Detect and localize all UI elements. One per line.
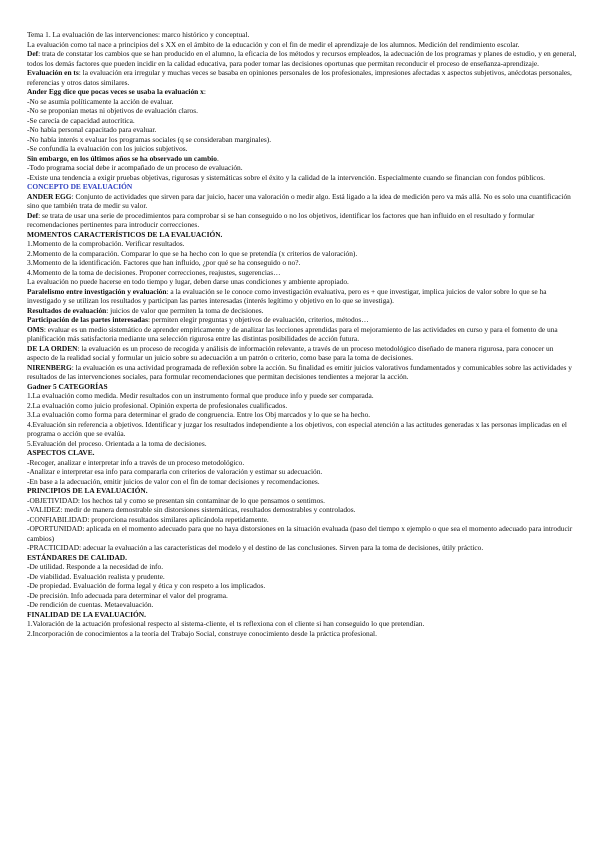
- text-line: [27, 496, 577, 506]
- text-line: [27, 258, 577, 268]
- text-line: [27, 543, 577, 553]
- line-text: -No había personal capacitado para evaluar.: [27, 125, 157, 134]
- text-line: [27, 268, 577, 278]
- bold-lead: Resultados de evaluación: [27, 305, 107, 315]
- text-line: [27, 505, 577, 515]
- text-line: [27, 49, 577, 68]
- text-line: [27, 125, 577, 135]
- line-text: : juicios de valor que permiten la toma de decisiones.: [106, 305, 264, 315]
- line-text: 1.Momento de la comprobación. Verificar resultados.: [27, 239, 185, 248]
- text-line: [27, 87, 577, 97]
- text-line: [27, 344, 577, 363]
- line-text: 4.Evaluación sin referencia a objetivos. Identificar y juzgar los resultados independiente a los objetivos, con especial atención a las actitudes generadas x las personas implicadas en el programa o acción que se evalúa.: [27, 419, 567, 438]
- line-text: : permiten elegir preguntas y objetivos de evaluación, criterios, métodos…: [147, 315, 369, 324]
- text-line: [27, 192, 577, 211]
- bold-lead: Evaluación en ts: [27, 68, 79, 77]
- text-line: [27, 30, 577, 40]
- bold-lead: NIRENBERG: [27, 362, 72, 372]
- text-line: [27, 401, 577, 411]
- text-line: [27, 182, 577, 192]
- text-line: [27, 68, 577, 87]
- line-text: -OPORTUNIDAD: aplicada en el momento adecuado para que no haya distorsiones en la situación evaluada (paso del tiempo x ejemplo o que sea el momento adecuado para introducir cambios): [27, 524, 573, 543]
- bold-lead: OMS: [27, 324, 44, 334]
- text-line: [27, 619, 577, 629]
- line-text: -Existe una tendencia a exigir pruebas objetivas, rigurosas y sistemáticas sobre el éxito y la calidad de la intervención. Especialmente cuando se financian con fondos públicos.: [27, 172, 545, 182]
- text-line: [27, 154, 577, 164]
- line-text: -De utilidad. Responde a la necesidad de info.: [27, 562, 164, 571]
- text-line: [27, 163, 577, 173]
- line-text: -No se asumía políticamente la acción de evaluar.: [27, 96, 174, 106]
- bold-lead: Gadner 5 CATEGORÍAS: [27, 381, 108, 391]
- bold-lead: Def: [27, 210, 39, 220]
- line-text: -De rendición de cuentas. Metaevaluación.: [27, 600, 154, 609]
- text-line: [27, 524, 577, 543]
- bold-lead: DE LA ORDEN: [27, 343, 78, 353]
- text-line: [27, 420, 577, 439]
- line-text: -De precisión. Info adecuada para determinar el valor del programa.: [27, 590, 228, 600]
- line-text: : la evaluación es una actividad programada de reflexión sobre la acción. Su finalidad es emitir juicios valorativos fundamentados y comunicables sobre las actividades y resultados de las intervenciones sociales, para formular recomendaciones que permitan decisiones tendientes a mejorar la acción.: [27, 362, 572, 381]
- text-line: [27, 572, 577, 582]
- text-line: [27, 249, 577, 259]
- text-line: [27, 553, 577, 563]
- bold-lead: Ander Egg dice que pocas veces se usaba la evaluación x: [27, 87, 204, 96]
- text-line: [27, 40, 577, 50]
- bold-lead: Def: [27, 49, 39, 58]
- text-line: [27, 97, 577, 107]
- line-text: 2.La evaluación como juicio profesional. Opinión experta de profesionales cualificados.: [27, 400, 288, 410]
- text-line: [27, 211, 577, 230]
- line-text: :: [203, 87, 206, 96]
- line-text: CONCEPTO DE EVALUACIÓN: [27, 182, 133, 191]
- bold-lead: Participación de las partes interesadas: [27, 315, 148, 324]
- bold-lead: ANDER EGG: [27, 191, 72, 201]
- line-text: -No se proponían metas ni objetivos de evaluación claros.: [27, 106, 198, 115]
- text-line: [27, 106, 577, 116]
- text-line: [27, 610, 577, 620]
- bold-lead: Paralelismo entre investigación y evaluación: [27, 286, 167, 296]
- line-text: -Todo programa social debe ir acompañado de un proceso de evaluación.: [27, 163, 243, 172]
- line-text: MOMENTOS CARACTERÍSTICOS DE LA EVALUACIÓN.: [27, 229, 223, 239]
- line-text: 3.La evaluación como forma para determinar el grado de congruencia. Entre los Obj marcados y lo que se ha hecho.: [27, 410, 371, 419]
- text-line: [27, 277, 577, 287]
- line-text: .: [216, 153, 219, 163]
- text-line: [27, 391, 577, 401]
- line-text: -Recoger, analizar e interpretar info a través de un proceso metodológico.: [27, 457, 245, 467]
- text-line: [27, 363, 577, 382]
- line-text: 4.Momento de la toma de decisiones. Proponer correcciones, reajustes, sugerencias…: [27, 267, 281, 277]
- text-line: [27, 439, 577, 449]
- line-text: 1.La evaluación como medida. Medir resultados con un instrumento formal que produce info y puede ser comparada.: [27, 391, 374, 400]
- line-text: 2.Incorporación de conocimientos a la teoría del Trabajo Social, construye conocimiento desde la práctica profesional.: [27, 628, 377, 638]
- text-line: [27, 477, 577, 487]
- text-line: [27, 325, 577, 344]
- text-line: [27, 562, 577, 572]
- text-line: [27, 467, 577, 477]
- line-text: -CONFIABILIDAD: proporciona resultados similares aplicándola repetidamente.: [27, 514, 269, 524]
- line-text: FINALIDAD DE LA EVALUACIÓN.: [27, 609, 146, 619]
- line-text: ESTÁNDARES DE CALIDAD.: [27, 552, 127, 562]
- line-text: -Se confundía la evaluación con los juicios subjetivos.: [27, 144, 188, 153]
- text-line: [27, 581, 577, 591]
- line-text: -Se carecía de capacidad autocrítica.: [27, 115, 135, 125]
- line-text: : a la evaluación se le conoce como investigación evaluativa, pero es + que investigar, implica juicios de valor sobre lo que se ha investigado y se utilizan los resultados y participan las partes interesadas (interés legítimo y objetivo en lo que se investiga).: [27, 286, 547, 305]
- line-text: -Analizar e interpretar esa info para compararla con criterios de valoración y estimar su adecuación.: [27, 467, 323, 476]
- text-line: [27, 116, 577, 126]
- text-line: [27, 382, 577, 392]
- line-text: : evaluar es un medio sistemático de aprender empíricamente y de analizar las lecciones aprendidas para el mejoramiento de las actividades en curso y para el fomento de una planificación más satisfactoria mediante una selección rigurosa entre las distintas posibilidades de acción futura.: [27, 324, 558, 343]
- line-text: Tema 1. La evaluación de las intervenciones: marco histórico y conceptual.: [27, 30, 250, 39]
- line-text: : trata de constatar los cambios que se han producido en el alumno, la eficacia de los métodos y recursos empleados, la adecuación de los programas y planes de estudio, y en general, todos los demás factores que pueden incidir en la calidad educativa, para poder tomar las decisiones oportunas que permitan reconducir el proceso de enseñanza-aprendizaje.: [27, 49, 577, 68]
- line-text: : la evaluación era irregular y muchas veces se basaba en opiniones personales de los profesionales, impresiones afectadas x aspectos subjetivos, anécdotas personales, referencias y otros datos similares.: [27, 68, 572, 87]
- text-line: [27, 515, 577, 525]
- text-line: [27, 135, 577, 145]
- text-line: [27, 600, 577, 610]
- line-text: La evaluación no puede hacerse en todo tiempo y lugar, deben darse unas condiciones y ambiente apropiado.: [27, 277, 349, 286]
- text-line: [27, 410, 577, 420]
- line-text: -OBJETIVIDAD: los hechos tal y como se presentan sin contaminar de lo que pensamos o sentimos.: [27, 495, 326, 505]
- text-line: [27, 591, 577, 601]
- text-line: [27, 486, 577, 496]
- line-text: 3.Momento de la identificación. Factores que han influido, ¿por qué se ha conseguido o no?.: [27, 258, 301, 267]
- text-line: [27, 315, 577, 325]
- text-line: [27, 239, 577, 249]
- text-line: [27, 287, 577, 306]
- line-text: : la evaluación es un proceso de recogida y análisis de información relevante, a través de un proceso metodológico diseñado de manera rigurosa, para conocer un aspecto de la realidad social y formular un juicio sobre su adecuación a un patrón o criterio, como base para la toma de decisiones.: [27, 343, 554, 362]
- line-text: ASPECTOS CLAVE.: [27, 448, 95, 457]
- bold-lead: Sin embargo, en los últimos años se ha observado un cambio: [27, 153, 217, 163]
- line-text: : se trata de usar una serie de procedimientos para comprobar si se han conseguido o no los objetivos, identificar los factores que han influido en el resultado y formular recomendaciones pertinentes para introducir correcciones.: [27, 210, 535, 229]
- line-text: PRINCIPIOS DE LA EVALUACIÓN.: [27, 486, 148, 495]
- line-text: : Conjunto de actividades que sirven para dar juicio, hacer una valoración o medir algo. Está ligado a la idea de medición pero va más allá. No es solo una cuantificación sino que también trata de medir su valor.: [27, 191, 571, 210]
- line-text: 1.Valoración de la actuación profesional respecto al sistema-cliente, el ts reflexiona con el cliente si han conseguido lo que pretendían.: [27, 619, 425, 628]
- text-line: [27, 448, 577, 458]
- text-line: [27, 230, 577, 240]
- text-line: [27, 306, 577, 316]
- line-text: 2.Momento de la comparación. Comparar lo que se ha hecho con lo que se pretendía (x criterios de valoración).: [27, 248, 358, 258]
- line-text: -PRACTICIDAD: adecuar la evaluación a las características del modelo y el destino de las conclusiones. Sirven para la toma de decisiones, útily práctico.: [27, 543, 484, 552]
- line-text: -VALIDEZ: medir de manera demostrable sin distorsiones sistemáticas, resultados demostrables y controlados.: [27, 505, 356, 514]
- line-text: -En base a la adecuación, emitir juicios de valor con el fin de tomar decisiones y recomendaciones.: [27, 476, 320, 486]
- text-line: [27, 458, 577, 468]
- line-text: -No había interés x evaluar los programas sociales (q se consideraban marginales).: [27, 134, 272, 144]
- text-line: [27, 173, 577, 183]
- line-text: -De propiedad. Evaluación de forma legal y ética y con respeto a los implicados.: [27, 581, 266, 590]
- text-line: [27, 629, 577, 639]
- line-text: -De viabilidad. Evaluación realista y prudente.: [27, 571, 165, 581]
- text-line: [27, 144, 577, 154]
- line-text: 5.Evaluación del proceso. Orientada a la toma de decisiones.: [27, 438, 207, 448]
- line-text: La evaluación como tal nace a principios del s XX en el ámbito de la educación y con el fin de medir el aprendizaje de los alumnos. Medición del rendimiento escolar.: [27, 39, 520, 49]
